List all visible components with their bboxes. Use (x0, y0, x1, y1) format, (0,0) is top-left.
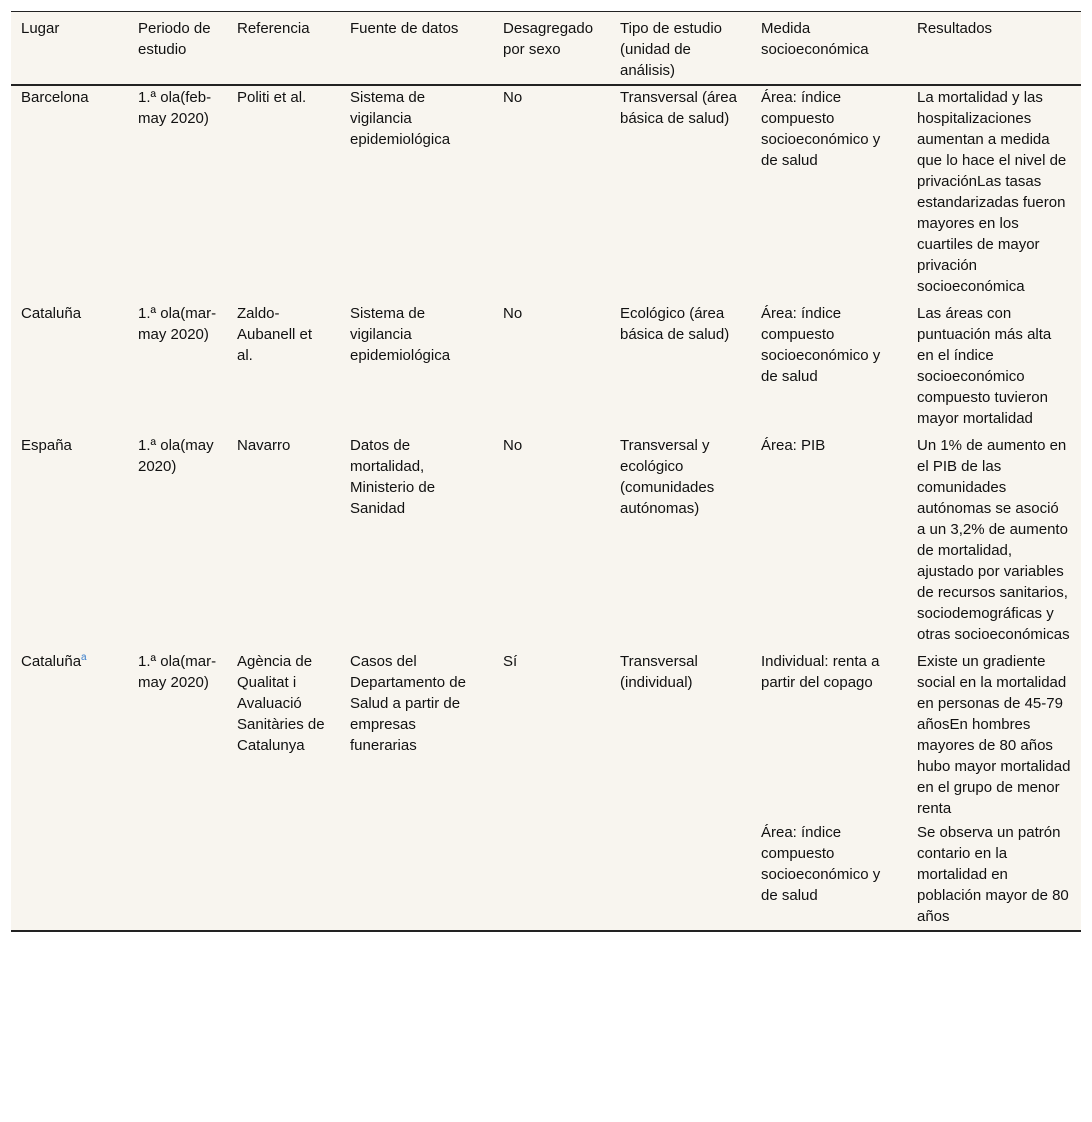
cell-referencia: Zaldo-Aubanell et al. (237, 305, 313, 364)
cell-medida: Área: índice compuesto socioeconómico y de salud (761, 89, 881, 169)
cell-tipo: Transversal (individual) (620, 653, 698, 691)
cell-resultados: Un 1% de aumento en el PIB de las comunidades autónomas se asoció a un 3,2% de aumento de mortalidad, ajustado por variables de recursos sanitarios, sociodemográficas y otras socioeconómicas (917, 437, 1070, 643)
cell-periodo: 1.ª ola(may 2020) (138, 437, 214, 475)
header-row (11, 12, 1081, 86)
cell-fuente: Datos de mortalidad, Ministerio de Sanidad (350, 437, 436, 517)
header-medida: Medida socioeconómica (761, 20, 869, 58)
header-fuente: Fuente de datos (350, 20, 459, 37)
table-row (11, 645, 1081, 819)
cell-fuente: Casos del Departamento de Salud a partir de empresas funerarias (350, 653, 466, 754)
cell-lugar: Cataluña (21, 305, 82, 322)
cell-periodo: 1.ª ola(feb-may 2020) (138, 89, 212, 127)
cell-tipo: Transversal (área básica de salud) (620, 89, 737, 127)
footnote-link[interactable]: a (81, 652, 87, 663)
cell-sexo: Sí (503, 653, 518, 670)
cell-periodo: 1.ª ola(mar-may 2020) (138, 305, 217, 343)
table-row (11, 429, 1081, 645)
cell-sexo: No (503, 437, 523, 454)
cell-tipo: Ecológico (área básica de salud) (620, 305, 730, 343)
cell-lugar: Barcelona (21, 89, 89, 106)
header-referencia: Referencia (237, 20, 310, 37)
cell-resultados: Existe un gradiente social en la mortalidad en personas de 45-79 añosEn hombres mayores de 80 años hubo mayor mortalidad en el grupo de menor renta (917, 653, 1071, 817)
table-row (11, 85, 1081, 297)
header-lugar: Lugar (21, 20, 60, 37)
table-row (11, 297, 1081, 429)
cell-lugar-text: Cataluña (21, 653, 82, 670)
table-container (11, 11, 1081, 932)
cell-medida: Área: PIB (761, 437, 826, 454)
header-periodo: Periodo de estudio (138, 20, 211, 58)
cell-periodo: 1.ª ola(mar-may 2020) (138, 653, 217, 691)
header-tipo: Tipo de estudio (unidad de análisis) (620, 20, 723, 79)
cell-resultados: Se observa un patrón contario en la mortalidad en población mayor de 80 años (917, 824, 1069, 925)
cell-referencia: Navarro (237, 437, 291, 454)
cell-fuente: Sistema de vigilancia epidemiológica (350, 89, 451, 148)
cell-medida: Área: índice compuesto socioeconómico y de salud (761, 824, 881, 904)
cell-sexo: No (503, 305, 523, 322)
header-sexo: Desagregado por sexo (503, 20, 594, 58)
cell-lugar (11, 645, 128, 931)
cell-referencia: Politi et al. (237, 89, 307, 106)
header-resultados: Resultados (917, 20, 993, 37)
cell-lugar: España (21, 437, 72, 454)
cell-tipo: Transversal y ecológico (comunidades autónomas) (620, 437, 715, 517)
cell-medida: Individual: renta a partir del copago (761, 653, 880, 691)
cell-resultados: La mortalidad y las hospitalizaciones aumentan a medida que lo hace el nivel de privaciónLas tasas estandarizadas fueron mayores en los cuartiles de mayor privación socioeconómica (917, 89, 1067, 295)
cell-referencia: Agència de Qualitat i Avaluació Sanitàries de Catalunya (237, 653, 325, 754)
cell-medida: Área: índice compuesto socioeconómico y de salud (761, 305, 881, 385)
cell-sexo: No (503, 89, 523, 106)
cell-fuente: Sistema de vigilancia epidemiológica (350, 305, 451, 364)
data-table (11, 11, 1081, 932)
cell-resultados: Las áreas con puntuación más alta en el índice socioeconómico compuesto tuvieron mayor mortalidad (917, 305, 1052, 427)
